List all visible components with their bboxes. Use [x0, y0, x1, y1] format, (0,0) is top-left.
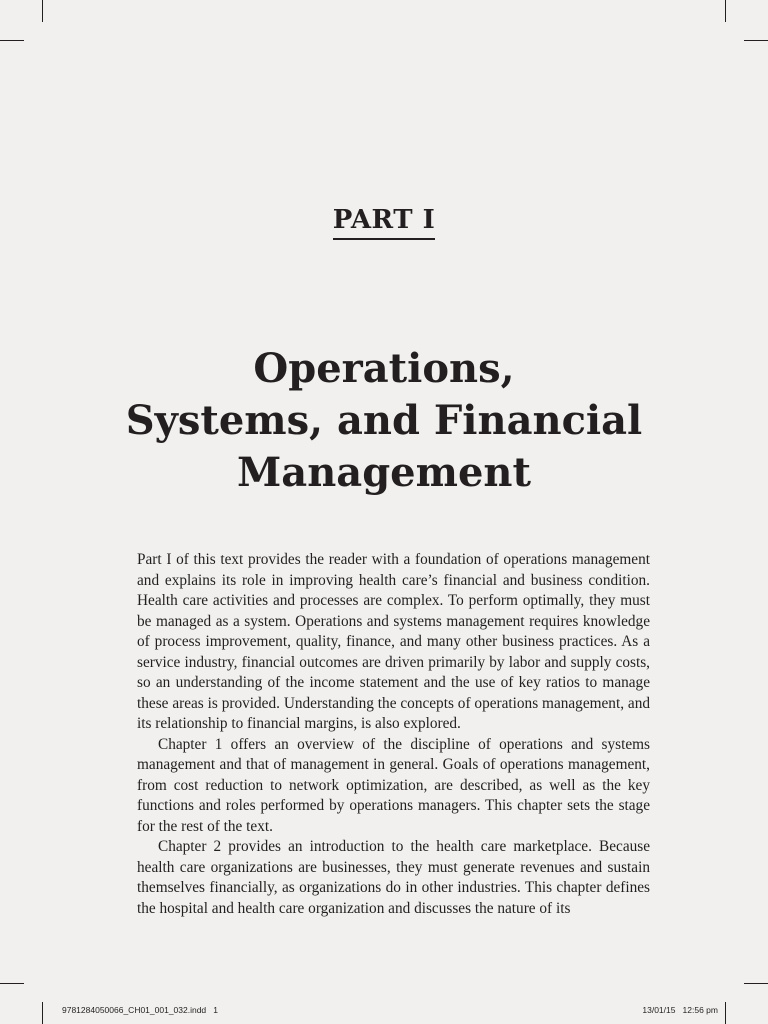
body-text: [137, 550, 650, 919]
paragraph-intro: Part I of this text provides the reader with a foundation of operations management and explains its role in improving health care’s financial and business condition. Health care activities and processes are complex. To perform optimally, they must be managed as a system. Operations and systems management requires knowledge of process improvement, quality, finance, and many other business practices. As a service industry, financial outcomes are driven primarily by labor and supply costs, so an understanding of the income statement and the use of key ratios to manage these areas is provided. Understanding the concepts of operations management, and its relationship to financial margins, is also explored.: [137, 551, 650, 732]
title-line-1: Operations,: [253, 345, 515, 392]
part-heading: [0, 205, 768, 240]
crop-mark-right-top: [744, 40, 768, 41]
crop-mark-left-bottom: [0, 983, 24, 984]
title-line-3: Management: [237, 449, 531, 496]
crop-mark-right-bottom: [744, 983, 768, 984]
page-title: [60, 343, 708, 499]
part-label: PART I: [333, 205, 436, 240]
paragraph-chapter-1: Chapter 1 offers an overview of the discipline of operations and systems management and that of management in general. Goals of operations management, from cost reduction to network optimization, are described, as well as the key functions and roles performed by operations managers. This chapter sets the stage for the rest of the text.: [137, 735, 650, 835]
slug-filename: 9781284050066_CH01_001_032.indd 1: [62, 1005, 218, 1015]
crop-mark-top-right: [725, 0, 726, 22]
crop-mark-bottom-right: [725, 1002, 726, 1024]
title-line-2: Systems, and Financial: [125, 397, 643, 444]
crop-mark-top-left: [42, 0, 43, 22]
slug-timestamp: 13/01/15 12:56 pm: [642, 1005, 718, 1015]
paragraph-chapter-2: Chapter 2 provides an introduction to the health care marketplace. Because health care organizations are businesses, they must generate revenues and sustain themselves financially, as organizations do in other industries. This chapter defines the hospital and health care organization and discusses the nature of its: [137, 838, 650, 917]
crop-mark-left-top: [0, 40, 24, 41]
crop-mark-bottom-left: [42, 1002, 43, 1024]
